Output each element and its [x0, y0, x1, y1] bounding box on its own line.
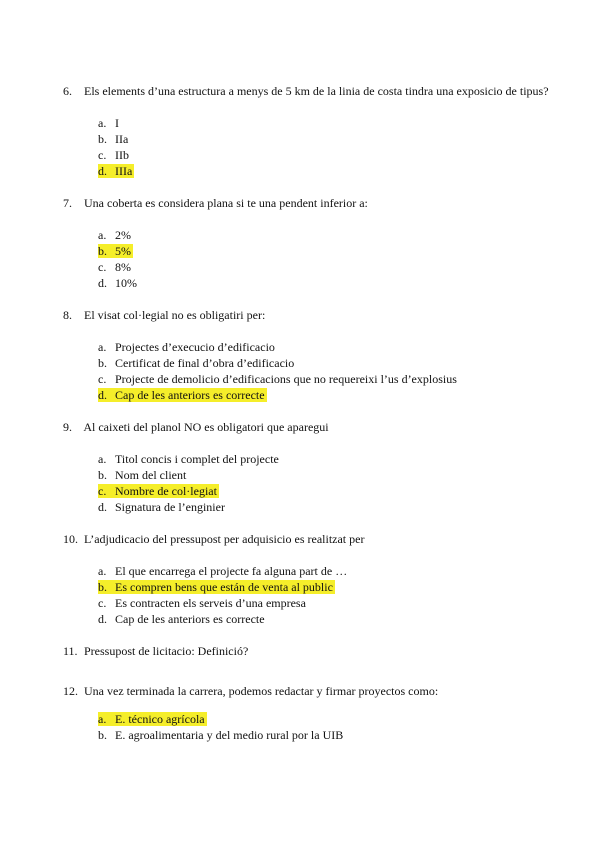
options-7	[98, 227, 518, 291]
question-text: Els elements d’una estructura a menys de 5 km de la linia de costa tindra una exposicio de tipus?	[84, 84, 549, 98]
option-highlighted	[98, 483, 518, 499]
option-letter: b.	[98, 132, 107, 146]
option	[98, 595, 518, 611]
option-letter: a.	[98, 712, 107, 726]
option-text: Es contracten els serveis d’una empresa	[115, 596, 306, 610]
question-number: 10.	[63, 532, 78, 546]
option-highlighted	[98, 579, 518, 595]
question-number: 12.	[63, 684, 78, 698]
question-number: 7.	[63, 196, 72, 210]
option-highlighted	[98, 243, 518, 259]
question-number: 6.	[63, 84, 72, 98]
option-letter: c.	[98, 596, 107, 610]
option-text: 5%	[115, 244, 131, 258]
option-text: Projecte de demolicio d’edificacions que no requereixi l’us d’explosius	[115, 372, 457, 386]
question-number: 8.	[63, 308, 72, 322]
option-text: IIa	[115, 132, 129, 146]
option-text: E. agroalimentaria y del medio rural por la UIB	[115, 728, 344, 742]
option-letter: b.	[98, 728, 107, 742]
options-12	[98, 711, 518, 743]
options-6	[98, 115, 518, 179]
options-8	[98, 339, 518, 403]
option-text: Cap de les anteriors es correcte	[115, 612, 265, 626]
option-letter: c.	[98, 372, 107, 386]
option-text: Nombre de col·legiat	[115, 484, 217, 498]
question-6	[63, 83, 563, 99]
option	[98, 147, 518, 163]
option-text: I	[115, 116, 119, 130]
option-text: 2%	[115, 228, 131, 242]
option-text: Nom del client	[115, 468, 187, 482]
question-10	[63, 531, 563, 547]
question-text: Al caixeti del planol NO es obligatori que aparegui	[83, 420, 329, 434]
option-letter: a.	[98, 228, 107, 242]
option	[98, 451, 518, 467]
option-text: Titol concis i complet del projecte	[115, 452, 279, 466]
question-12	[63, 683, 563, 699]
option	[98, 611, 518, 627]
option-letter: b.	[98, 468, 107, 482]
option-letter: b.	[98, 244, 107, 258]
option	[98, 371, 518, 387]
option	[98, 467, 518, 483]
option-text: Signatura de l’enginier	[115, 500, 225, 514]
option	[98, 499, 518, 515]
option	[98, 131, 518, 147]
question-9	[63, 419, 563, 435]
option	[98, 115, 518, 131]
question-text: Una vez terminada la carrera, podemos redactar y firmar proyectos como:	[84, 684, 439, 698]
option-letter: d.	[98, 612, 107, 626]
option-letter: d.	[98, 276, 107, 290]
option-text: 8%	[115, 260, 131, 274]
option	[98, 727, 518, 743]
question-text: Pressupost de licitacio: Definició?	[84, 644, 249, 658]
question-text: Una coberta es considera plana si te una pendent inferior a:	[84, 196, 368, 210]
question-number: 9.	[63, 420, 72, 434]
option-highlighted	[98, 711, 518, 727]
option-letter: a.	[98, 564, 107, 578]
options-10	[98, 563, 518, 627]
option-letter: d.	[98, 164, 107, 178]
question-7	[63, 195, 563, 211]
option-text: Cap de les anteriors es correcte	[115, 388, 265, 402]
option-text: E. técnico agrícola	[115, 712, 205, 726]
question-number: 11.	[63, 644, 78, 658]
option-highlighted	[98, 387, 518, 403]
options-9	[98, 451, 518, 515]
question-8	[63, 307, 563, 323]
option-text: Certificat de final d’obra d’edificacio	[115, 356, 295, 370]
question-11	[63, 643, 563, 659]
option	[98, 563, 518, 579]
option-text: Es compren bens que están de venta al public	[115, 580, 333, 594]
option-letter: c.	[98, 148, 107, 162]
option-letter: d.	[98, 388, 107, 402]
option-text: Projectes d’execucio d’edificacio	[115, 340, 275, 354]
option-letter: a.	[98, 340, 107, 354]
option	[98, 259, 518, 275]
option-highlighted	[98, 163, 518, 179]
option	[98, 355, 518, 371]
option-letter: c.	[98, 260, 107, 274]
option	[98, 227, 518, 243]
option-letter: b.	[98, 580, 107, 594]
option	[98, 275, 518, 291]
option-text: IIIa	[115, 164, 133, 178]
option-letter: a.	[98, 116, 107, 130]
option-letter: c.	[98, 484, 107, 498]
option	[98, 339, 518, 355]
question-text: L’adjudicacio del pressupost per adquisicio es realitzat per	[84, 532, 365, 546]
question-text: El visat col·legial no es obligatiri per:	[84, 308, 266, 322]
option-letter: b.	[98, 356, 107, 370]
option-letter: a.	[98, 452, 107, 466]
option-text: El que encarrega el projecte fa alguna part de …	[115, 564, 348, 578]
option-letter: d.	[98, 500, 107, 514]
option-text: IIb	[115, 148, 129, 162]
option-text: 10%	[115, 276, 137, 290]
